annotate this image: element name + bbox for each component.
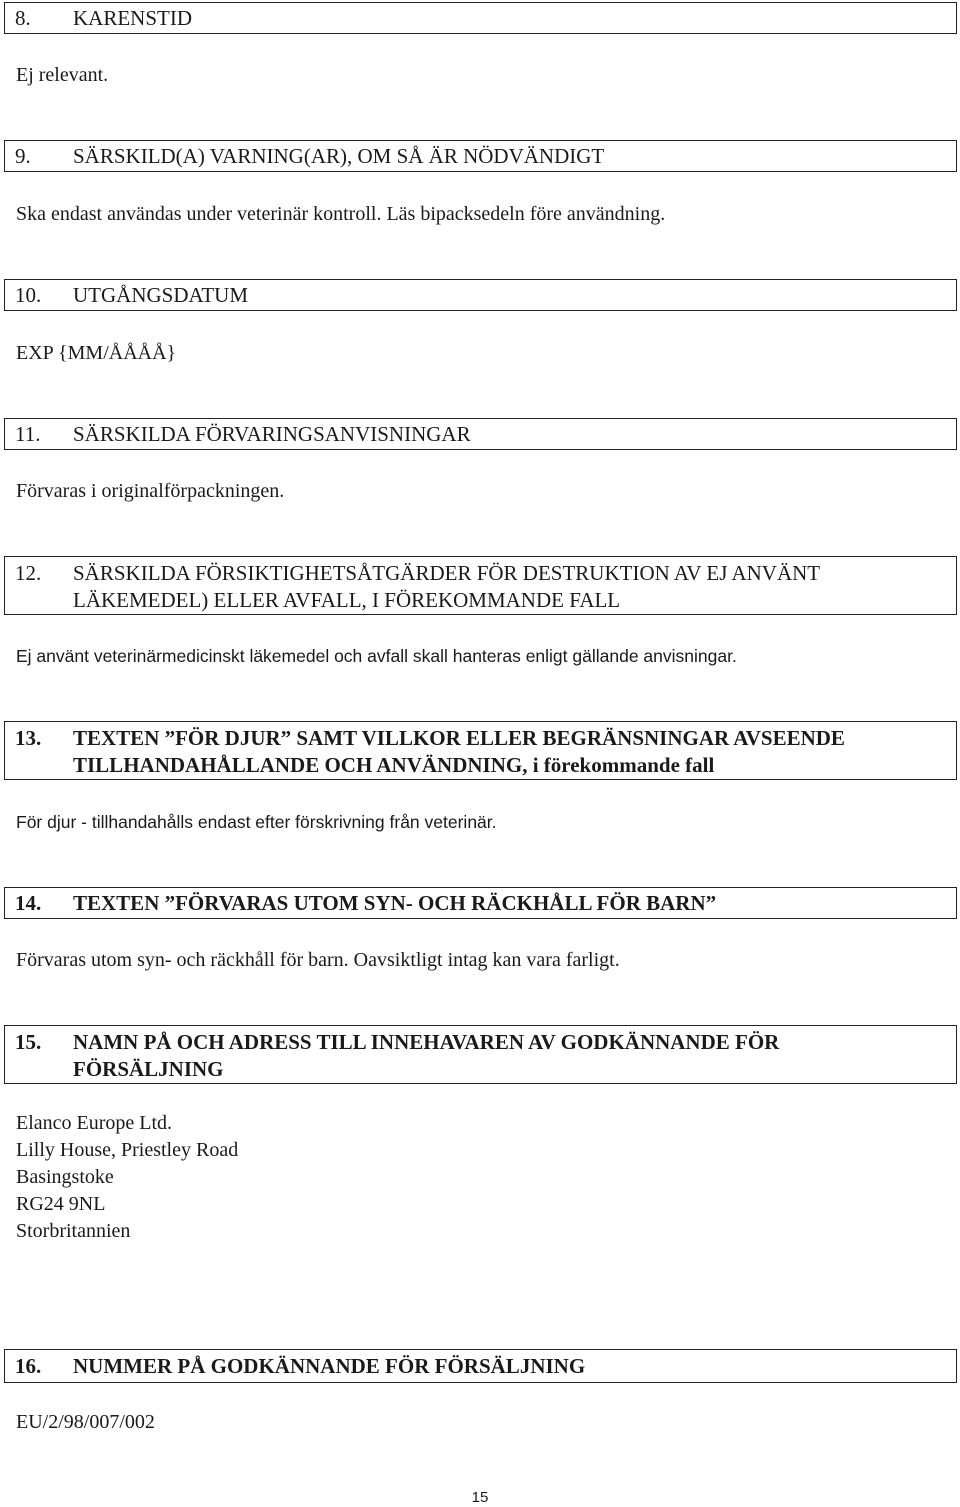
address-line: RG24 9NL [16,1193,106,1215]
section-11-body: Förvaras i originalförpackningen. [16,480,285,502]
section-16-body: EU/2/98/007/002 [16,1411,155,1433]
section-14-header [4,887,957,919]
section-11-header [4,418,957,450]
section-13-body: För djur - tillhandahålls endast efter förskrivning från veterinär. [16,812,497,832]
section-8-body: Ej relevant. [16,64,109,86]
section-number: 10. [15,283,42,307]
address-line: Storbritannien [16,1220,131,1242]
section-10-body: EXP {MM/ÅÅÅÅ} [16,342,177,364]
holder-address [16,1110,238,1245]
section-title: SÄRSKILDA FÖRVARINGSANVISNINGAR [73,422,471,446]
section-title-line-2: LÄKEMEDEL) ELLER AVFALL, I FÖREKOMMANDE FALL [73,588,621,612]
section-title: SÄRSKILD(A) VARNING(AR), OM SÅ ÄR NÖDVÄNDIGT [73,144,605,168]
address-line: Basingstoke [16,1166,114,1188]
section-title-line-1: TEXTEN ”FÖR DJUR” SAMT VILLKOR ELLER BEGRÄNSNINGAR AVSEENDE [73,726,845,750]
section-title-line-1: SÄRSKILDA FÖRSIKTIGHETSÅTGÄRDER FÖR DESTRUKTION AV EJ ANVÄNT [73,561,821,585]
section-8-header [4,2,957,34]
section-9-header [4,140,957,172]
section-title-line-2: FÖRSÄLJNING [73,1057,224,1081]
section-number: 8. [15,6,31,30]
section-13-header [4,721,957,780]
section-title: TEXTEN ”FÖRVARAS UTOM SYN- OCH RÄCKHÅLL FÖR BARN” [73,891,717,915]
address-line: Elanco Europe Ltd. [16,1112,173,1134]
section-number: 16. [15,1354,42,1378]
page-number: 15 [471,1489,489,1506]
section-number: 12. [15,561,42,585]
section-12-header [4,556,957,615]
section-16-header [4,1349,957,1383]
section-12-body: Ej använt veterinärmedicinskt läkemedel och avfall skall hanteras enligt gällande anvisningar. [16,646,737,666]
section-15-header [4,1025,957,1084]
section-number: 15. [15,1030,42,1054]
section-9-body: Ska endast användas under veterinär kontroll. Läs bipacksedeln före användning. [16,203,666,225]
section-title: KARENSTID [73,6,192,30]
section-number: 11. [15,422,41,446]
section-title-line-2: TILLHANDAHÅLLANDE OCH ANVÄNDNING, i förekommande fall [73,753,715,777]
section-title: NUMMER PÅ GODKÄNNANDE FÖR FÖRSÄLJNING [73,1354,586,1378]
section-number: 9. [15,144,31,168]
section-14-body: Förvaras utom syn- och räckhåll för barn. Oavsiktligt intag kan vara farligt. [16,949,620,971]
section-10-header [4,279,957,311]
section-title-line-1: NAMN PÅ OCH ADRESS TILL INNEHAVAREN AV GODKÄNNANDE FÖR [73,1030,780,1054]
section-number: 14. [15,891,42,915]
section-number: 13. [15,726,42,750]
section-title: UTGÅNGSDATUM [73,283,249,307]
address-line: Lilly House, Priestley Road [16,1139,239,1161]
